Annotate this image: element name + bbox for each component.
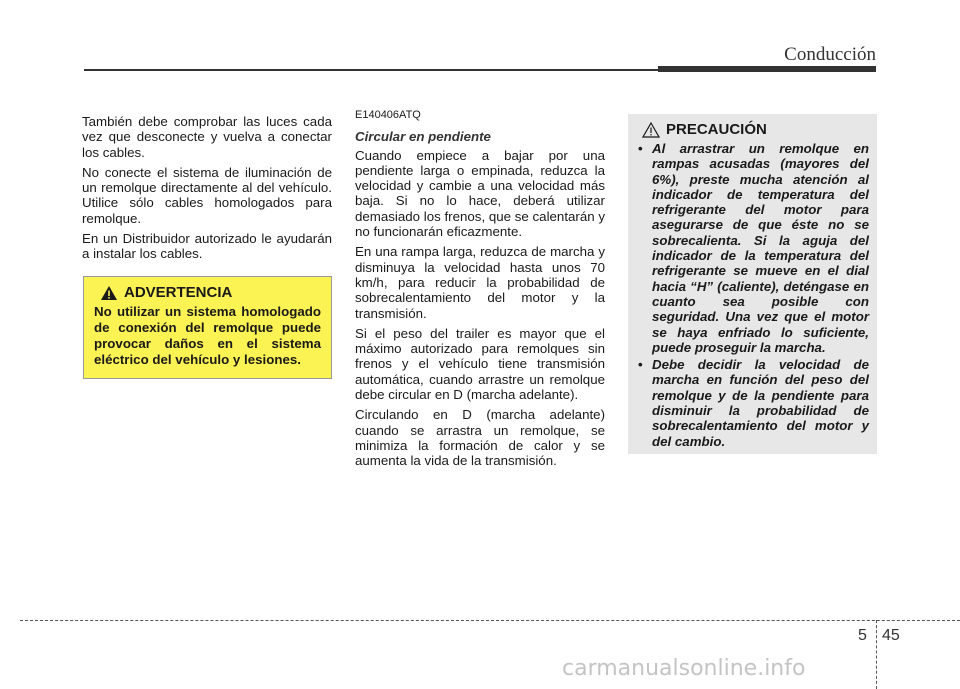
paragraph: En una rampa larga, reduzca de marcha y disminuya la velocidad hasta unos 70 km/h, para reducir la probabilidad de sobrecalentamiento del motor y la transmisión. <box>355 244 605 321</box>
middle-column <box>355 108 605 474</box>
caution-list <box>636 141 869 449</box>
paragraph: Cuando empiece a bajar por una pendiente larga o empinada, reduzca la velocidad y cambie a una velocidad más baja. Si no lo hace, deberá utilizar demasiado los frenos, que se calentarán y no funcionarán eficazmente. <box>355 147 605 240</box>
section-code: E140406ATQ <box>355 109 421 121</box>
footer-divider <box>876 620 877 689</box>
paragraph: No conecte el sistema de iluminación de un remolque directamente al del vehículo. Utilice sólo cables homologados para remolque. <box>82 164 332 226</box>
page-number: 45 <box>882 627 900 644</box>
caution-title-text: PRECAUCIÓN <box>666 121 767 138</box>
paragraph: En un Distribuidor autorizado le ayudarán a instalar los cables. <box>82 231 332 262</box>
caution-title <box>642 121 869 138</box>
warning-box <box>83 276 332 379</box>
paragraph: Circulando en D (marcha adelante) cuando se arrastra un remolque, se minimiza la formación de calor y se aumenta la vida de la transmisión. <box>355 407 605 469</box>
caution-item: • Al arrastrar un remolque en rampas acusadas (mayores del 6%), preste mucha atención al indicador de temperatura del refrigerante del motor para asegurarse de que éste no se sobrecalienta. Si la aguja del indicador de la temperatura del refrigerante se mueve en el dial hacia “H” (caliente), deténgase en cuanto sea posible con seguridad. Una vez que el motor se haya enfriado lo suficiente, puede proseguir la marcha. <box>636 141 869 355</box>
caution-triangle-icon <box>642 122 660 138</box>
warning-triangle-icon <box>100 285 118 301</box>
warning-title <box>100 284 321 301</box>
paragraph: Si el peso del trailer es mayor que el máximo autorizado para remolques sin frenos y el vehículo tiene transmisión automática, cuando arrastre un remolque debe circular en D (marcha adelante). <box>355 325 605 403</box>
header-bar <box>658 66 876 72</box>
footer-rule <box>20 620 960 621</box>
caution-item: • Debe decidir la velocidad de marcha en función del peso del remolque y de la pendiente para disminuir la probabilidad de sobrecalentamiento del motor y del cambio. <box>636 357 869 449</box>
left-column <box>82 114 332 267</box>
caution-box <box>628 114 877 454</box>
paragraph: También debe comprobar las luces cada vez que desconecte y vuelva a conectar los cables. <box>82 114 332 160</box>
section-subheading: Circular en pendiente <box>355 129 491 145</box>
section-title: Conducción <box>784 44 876 65</box>
warning-title-text: ADVERTENCIA <box>124 284 233 301</box>
warning-text: No utilizar un sistema homologado de conexión del remolque puede provocar daños en el sistema eléctrico del vehículo y lesiones. <box>94 304 321 367</box>
watermark: carmanualsonline.info <box>562 656 806 681</box>
chapter-number: 5 <box>858 627 867 644</box>
